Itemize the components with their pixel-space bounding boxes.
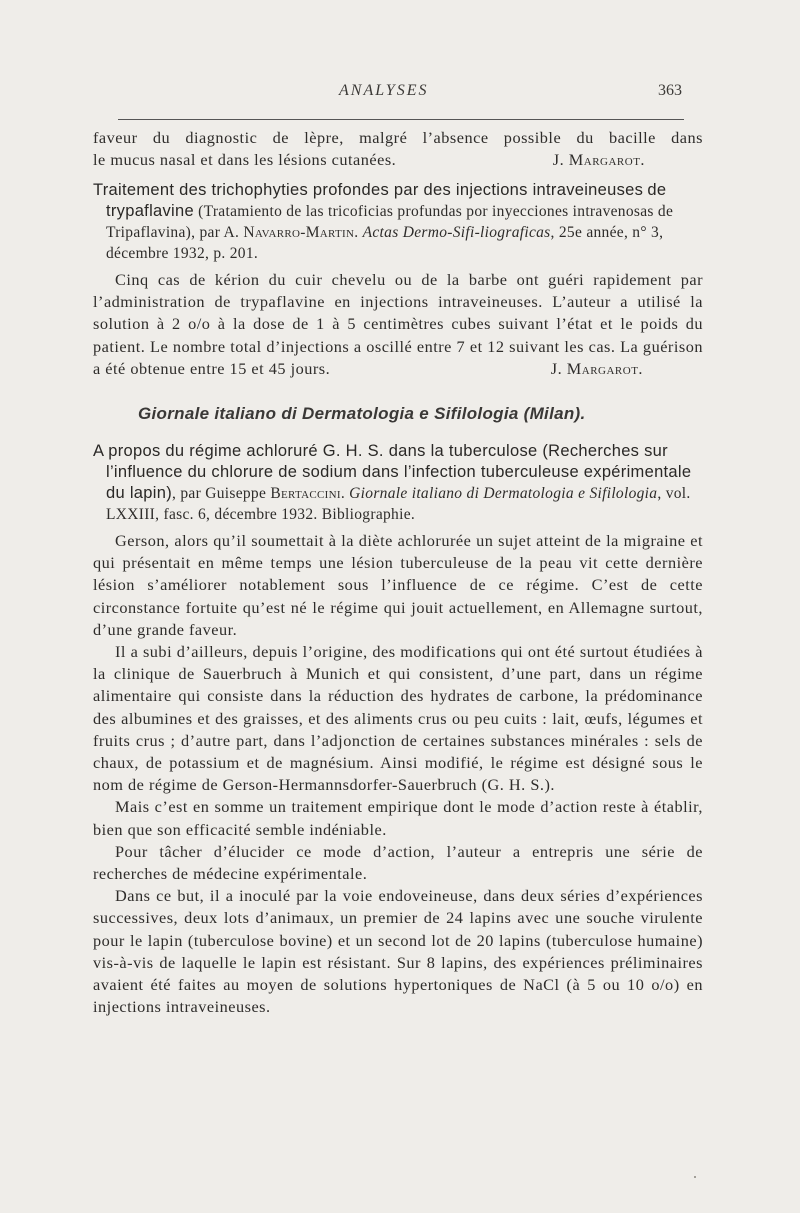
prev-article-tail	[93, 127, 703, 171]
article1-title-part1: Traitement des trichophyties profondes par des injections intraveineuses	[93, 181, 644, 199]
article2-paragraph-3: Mais c’est en somme un traitement empirique dont le mode d’action reste à établir, bien que son efficacité semble indéniable.	[93, 797, 703, 839]
article1-citation: , 25e année, n° 3, décembre 1932, p. 201.	[106, 224, 664, 262]
article-regime-achlorure	[93, 441, 703, 1018]
article2-body	[93, 530, 703, 1018]
article2-paragraph-1: Gerson, alors qu’il soumettait à la diète achlorurée un sujet atteint de la migraine et qui présentait en même temps une lésion tuberculeuse de la peau vit cette dernière lésion s’améliorer notablement sous l’influence de ce régime. C’est de cette circonstance fortuite qu’est né le régime qui jouit actuellement, en Allemagne surtout, d’une grande faveur.	[93, 531, 703, 639]
prev-article-line2	[93, 149, 703, 171]
article2-paragraph-2: Il a subi d’ailleurs, depuis l’origine, des modifications qui ont été surtout étudiées à la clinique de Sauerbruch à Munich et qui consistent, d’une part, dans un régime alimentaire qui consiste dans la réduction des hydrates de carbone, la prédominance des albumines et des graisses, et des aliments crus ou peu cuits : lait, œufs, légumes et fruits crus ; d’autre part, dans l’adjonction de certaines substances minérales : sels de chaux, de potassium et de magnésium. Ainsi modifié, le régime est désigné sous le nom de régime de Gerson-Hermannsdorfer-Sauerbruch (G. H. S.).	[93, 642, 703, 795]
journal-heading: Giornale italiano di Dermatologia e Sifilologia (Milan).	[138, 404, 586, 423]
article1-author: Navarro-Martin	[243, 224, 355, 241]
article2-citation: , vol. LXXIII, fasc. 6, décembre 1932. Bibliographie.	[106, 485, 691, 523]
page-number: 363	[658, 82, 682, 99]
running-title: ANALYSES	[339, 82, 429, 99]
article-trichophyties	[93, 180, 703, 380]
running-header	[0, 82, 800, 106]
article1-original-title: (Tratamiento de las tricoficias profundas por inyecciones intravenosas de Tripaflavina), par A.	[106, 203, 674, 241]
article2-journal: Giornale italiano di Dermatologia e Sifilologia	[349, 485, 658, 502]
article2-title: A propos du régime achloruré G. H. S. dans la tuberculose (Recherches sur l’influence du chlorure de sodium dans l’infection tuberculeuse expérimentale du lapin)	[93, 442, 692, 502]
article1-title-part2: de trypaflavine	[106, 181, 667, 220]
article2-heading: A propos du régime achloruré G. H. S. dans la tuberculose (Recherches sur l’influence du chlorure de sodium dans l’infection tuberculeuse expérimentale du lapin), par Guiseppe Bertaccini. Giornale italiano di Dermatologia e Sifilologia, vol. LXXIII, fasc. 6, décembre 1932. Bibliographie.	[93, 442, 692, 523]
prev-article-line1: faveur du diagnostic de lèpre, malgré l’absence possible du bacille dans	[93, 128, 703, 147]
article1-heading: Traitement des trichophyties profondes par des injections intraveineuses de trypaflavine (Tratamiento de las tricoficias profundas por inyecciones intravenosas de Tripaflavina), par A. Navarro-Martin. Actas Dermo-Sifi-liograficas, 25e année, n° 3, décembre 1932, p. 201.	[93, 181, 674, 262]
paper-speck	[694, 1176, 696, 1178]
article1-body-text: Cinq cas de kérion du cuir chevelu ou de la barbe ont guéri rapidement par l’administration de trypaflavine en injections intraveineuses. L’auteur a utilisé la solution à 2 o/o à la dose de 1 à 5 centimètres cubes suivant l’état et le poids du patient. Le nombre total d’injections a oscillé entre 7 et 12 suivant les cas. La guérison a été obtenue entre 15 et 45 jours.	[93, 270, 703, 378]
article1-signature: J. Margarot.	[550, 358, 643, 378]
prev-article-signature: J. Margarot.	[552, 150, 645, 170]
article2-author: Bertaccini	[270, 485, 341, 502]
header-rule	[118, 119, 684, 120]
prev-article-line2-text: le mucus nasal et dans les lésions cutanées.	[93, 150, 397, 170]
article2-by: , par Guiseppe	[172, 485, 271, 502]
article2-paragraph-5: Dans ce but, il a inoculé par la voie endoveineuse, dans deux séries d’expériences successives, deux lots d’animaux, un premier de 24 lapins avec une souche virulente pour le lapin (tuberculose bovine) et un second lot de 20 lapins (tuberculose humaine) vis-à-vis de laquelle le lapin est résistant. Sur 8 lapins, des expériences préliminaires avaient été faites au moyen de solutions hypertoniques de NaCl (à 5 ou 10 o/o) en injections intraveineuses.	[93, 886, 703, 1017]
article1-journal: Actas Dermo-Sifi-liograficas	[362, 224, 551, 241]
article2-paragraph-4: Pour tâcher d’élucider ce mode d’action, l’auteur a entrepris une série de recherches de médecine expérimentale.	[93, 841, 703, 884]
article1-body	[93, 269, 703, 380]
